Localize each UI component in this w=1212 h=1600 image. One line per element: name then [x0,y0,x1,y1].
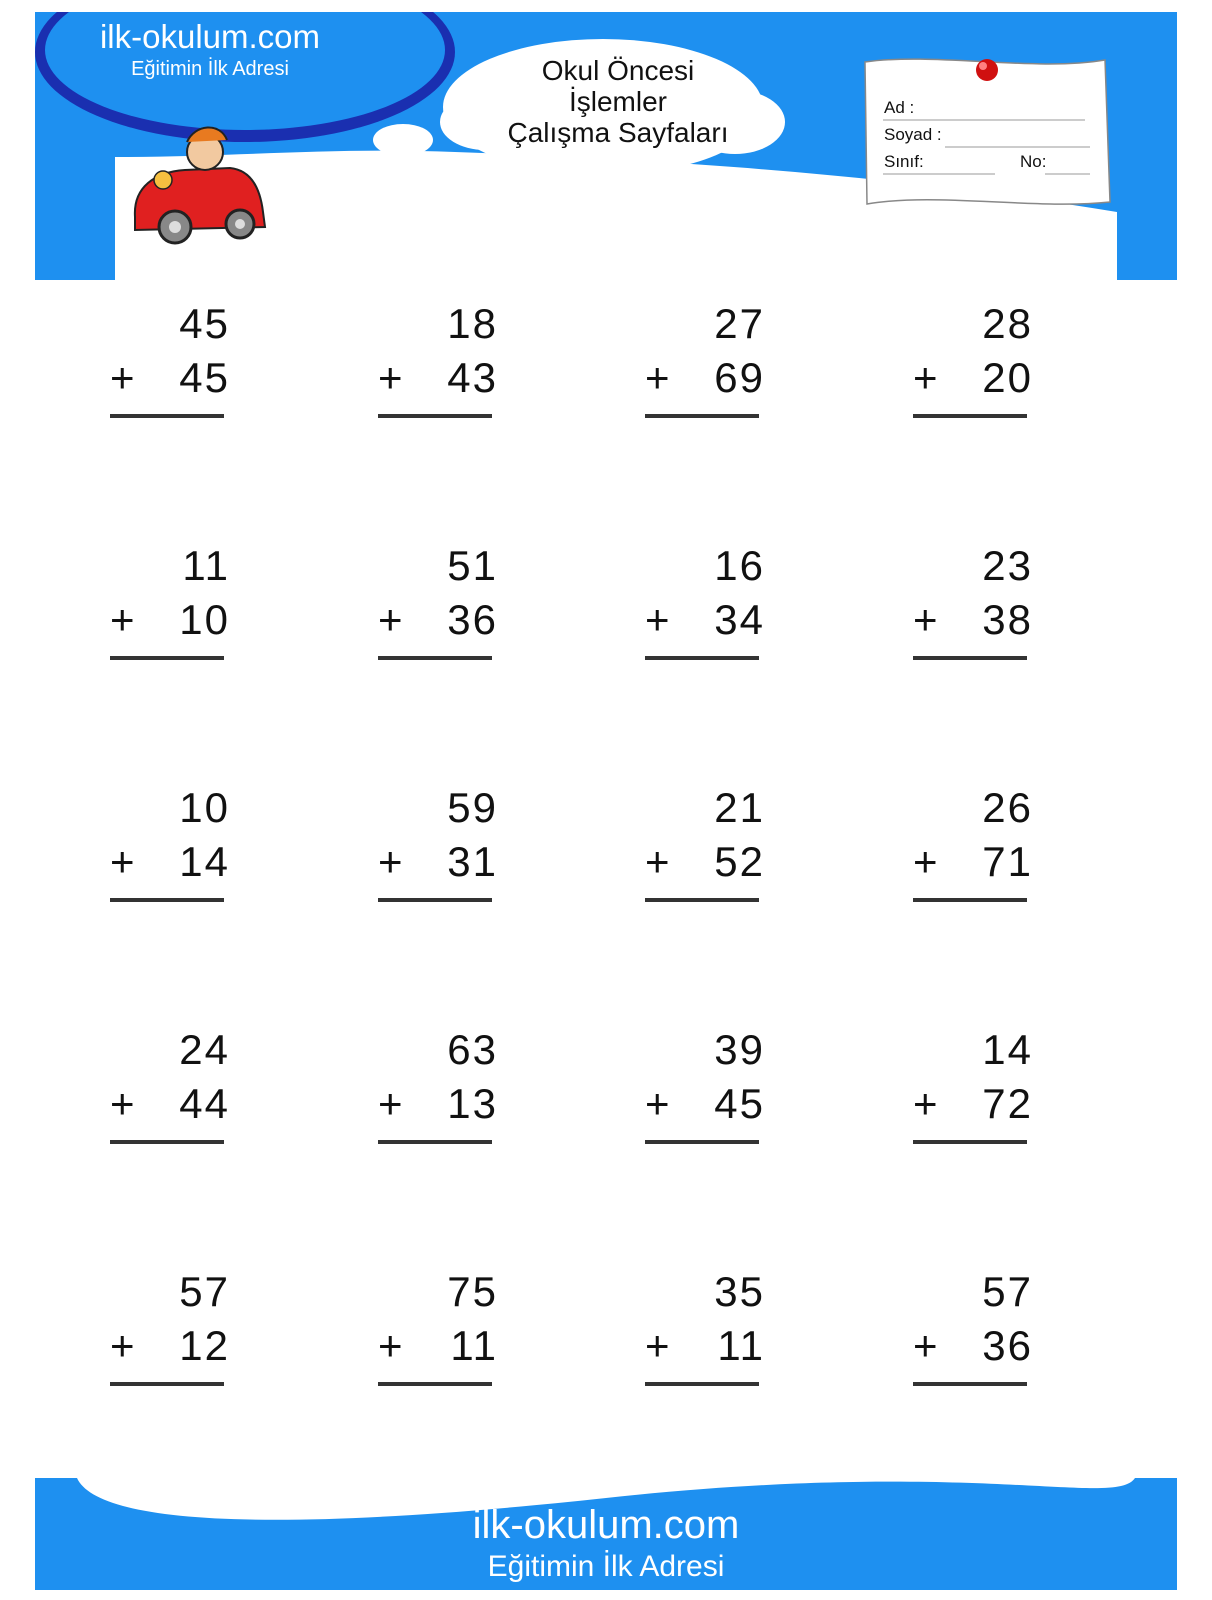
addition-problem [645,542,765,662]
answer-line [645,414,759,418]
answer-line [645,1140,759,1144]
plus-sign: + [110,596,137,643]
addition-problem [378,542,498,662]
addend-bottom: 45 [714,1080,765,1127]
addend-top: 57 [982,1268,1033,1315]
addend-top: 28 [982,300,1033,347]
addend-top: 24 [179,1026,230,1073]
addend-bottom: 12 [179,1322,230,1369]
number-label: No: [1020,152,1047,171]
answer-line [378,898,492,902]
answer-line [913,898,1027,902]
answer-line [378,414,492,418]
addend-top: 18 [447,300,498,347]
addend-bottom: 31 [447,838,498,885]
addend-bottom: 36 [447,596,498,643]
plus-sign: + [378,596,405,643]
addend-top: 27 [714,300,765,347]
addition-problem [378,300,498,420]
answer-line [645,1382,759,1386]
addend-bottom: 36 [982,1322,1033,1369]
addend-top: 57 [179,1268,230,1315]
plus-sign: + [645,1322,672,1369]
addition-problem [913,542,1033,662]
site-name: ilk-okulum.com [99,18,321,55]
addend-top: 39 [714,1026,765,1073]
title-line-2: İşlemler [568,86,667,117]
surname-label: Soyad : [884,125,942,144]
addend-bottom: 72 [982,1080,1033,1127]
addition-problem [378,1268,498,1388]
addend-top: 51 [447,542,498,589]
footer-site-name: ilk-okulum.com [472,1503,740,1547]
addend-top: 10 [179,784,230,831]
addition-problem [110,1026,230,1146]
plus-sign: + [378,1322,405,1369]
addition-problem [110,542,230,662]
addition-problem [645,784,765,904]
addend-bottom: 44 [179,1080,230,1127]
plus-sign: + [110,1322,137,1369]
addend-top: 63 [447,1026,498,1073]
answer-line [378,1382,492,1386]
plus-sign: + [645,596,672,643]
addend-top: 59 [447,784,498,831]
addend-top: 35 [714,1268,765,1315]
answer-line [913,414,1027,418]
plus-sign: + [913,838,940,885]
name-label: Ad : [884,98,915,117]
answer-line [378,1140,492,1144]
answer-line [913,1382,1027,1386]
addend-top: 45 [179,300,230,347]
addition-problem [913,1026,1033,1146]
addend-bottom: 13 [447,1080,498,1127]
addition-problem [913,1268,1033,1388]
title-line-1: Okul Öncesi [541,55,695,86]
addition-problem [110,1268,230,1388]
site-tagline: Eğitimin İlk Adresi [131,58,289,80]
answer-line [110,1382,224,1386]
addend-bottom: 38 [982,596,1033,643]
plus-sign: + [378,354,405,401]
addition-problem [645,300,765,420]
answer-line [110,414,224,418]
addition-problem [378,784,498,904]
addend-bottom: 52 [714,838,765,885]
addition-problem [913,784,1033,904]
answer-line [645,656,759,660]
title-line-3: Çalışma Sayfaları [507,117,729,148]
addition-problem [378,1026,498,1146]
addition-problem [645,1026,765,1146]
plus-sign: + [645,838,672,885]
answer-line [110,1140,224,1144]
addend-top: 26 [982,784,1033,831]
addend-bottom: 43 [447,354,498,401]
plus-sign: + [645,1080,672,1127]
answer-line [378,656,492,660]
answer-line [110,656,224,660]
answer-line [913,1140,1027,1144]
addition-problem [110,784,230,904]
plus-sign: + [913,1080,940,1127]
footer-tagline: Eğitimin İlk Adresi [487,1550,725,1583]
addend-bottom: 20 [982,354,1033,401]
addend-top: 23 [982,542,1033,589]
answer-line [913,656,1027,660]
plus-sign: + [913,596,940,643]
plus-sign: + [378,1080,405,1127]
plus-sign: + [110,354,137,401]
addend-bottom: 10 [179,596,230,643]
addend-top: 16 [714,542,765,589]
class-label: Sınıf: [884,152,924,171]
plus-sign: + [110,1080,137,1127]
addition-problem [645,1268,765,1388]
addend-bottom: 71 [982,838,1033,885]
addend-top: 75 [447,1268,498,1315]
plus-sign: + [645,354,672,401]
addend-bottom: 34 [714,596,765,643]
addend-top: 21 [714,784,765,831]
plus-sign: + [913,1322,940,1369]
plus-sign: + [110,838,137,885]
addend-bottom: 11 [450,1322,498,1369]
addend-top: 14 [982,1026,1033,1073]
addend-bottom: 45 [179,354,230,401]
worksheet-title [468,55,768,148]
answer-line [110,898,224,902]
addition-problem [110,300,230,420]
addend-bottom: 69 [714,354,765,401]
plus-sign: + [378,838,405,885]
addition-problem [913,300,1033,420]
answer-line [645,898,759,902]
addend-bottom: 11 [717,1322,765,1369]
addend-top: 11 [182,542,230,589]
plus-sign: + [913,354,940,401]
addend-bottom: 14 [179,838,230,885]
